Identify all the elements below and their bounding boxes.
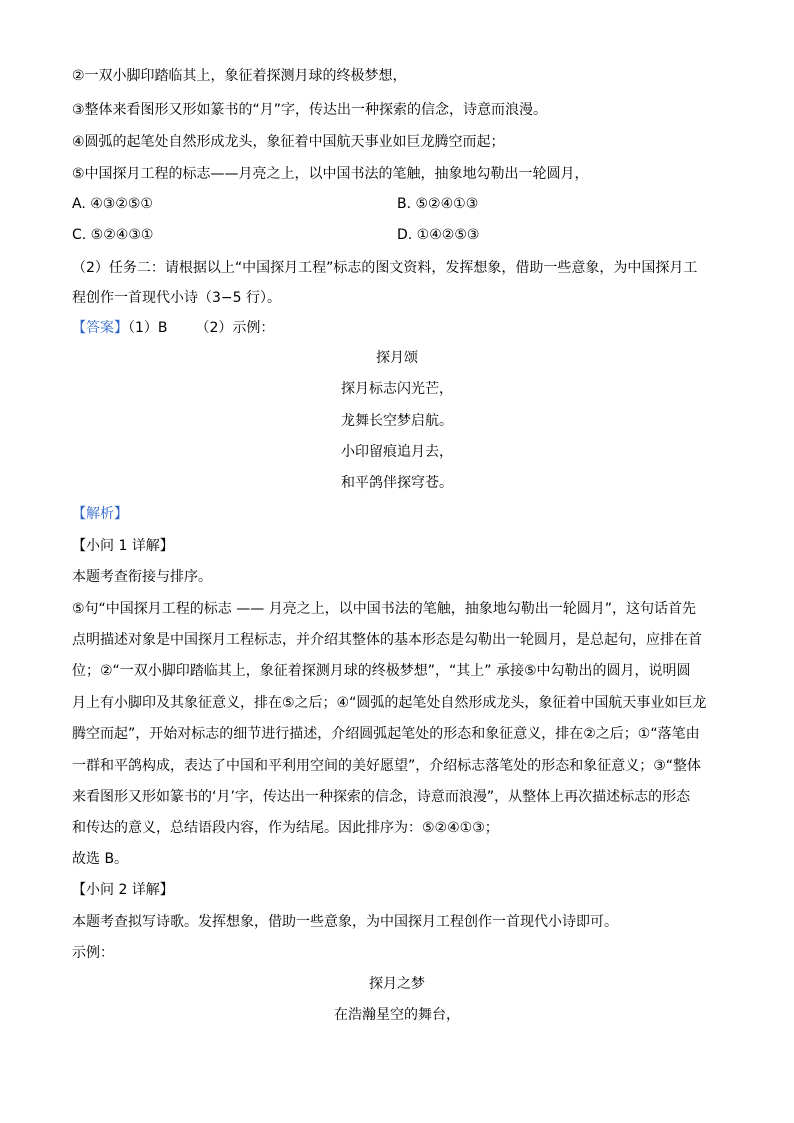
sub1-body-line-4: 月上有小脚印及其象征意义，排在⑤之后；④“圆弧的起笔处自然形成龙头，象征着中国航天事业如巨龙 — [72, 695, 707, 711]
poem2-title: 探月之梦 — [369, 976, 425, 992]
sub1-body-line-3: 位；②“一双小脚印踏临其上，象征着探测月球的终极梦想”，“其上” 承接⑤中勾勒出的圆月，说明圆 — [72, 663, 691, 679]
sub1-body-line-2: 点明描述对象是中国探月工程标志，并介绍其整体的基本形态是勾勒出一轮圆月，是总起句，应排在首 — [72, 632, 702, 648]
sub2-intro: 本题考查拟写诗歌。发挥想象，借助一些意象，为中国探月工程创作一首现代小诗即可。 — [72, 914, 618, 930]
poem1-line-2: 龙舞长空梦启航。 — [341, 413, 453, 429]
sub1-body-line-8: 和传达的意义，总结语段内容，作为结尾。因此排序为：⑤②④①③； — [72, 820, 499, 836]
option-a: A. ④③②⑤① — [72, 196, 153, 212]
sub1-body-line-6: 一群和平鸽构成，表达了中国和平利用空间的美好愿望”，介绍标志落笔处的形态和象征意义；③“整体 — [72, 758, 702, 774]
analysis-label: 【解析】 — [72, 506, 128, 522]
task2-line-1: （2）任务二：请根据以上“中国探月工程”标志的图文资料，发挥想象，借助一些意象，为中国探月工 — [72, 260, 698, 276]
answer-label: 【答案】 — [72, 320, 128, 336]
option-b: B. ⑤②④①③ — [397, 196, 479, 212]
answer-part1: （1）B — [128, 320, 168, 336]
example-label: 示例： — [72, 945, 114, 961]
sub1-intro: 本题考查衔接与排序。 — [72, 569, 212, 585]
answer-line — [72, 318, 274, 338]
sub1-body-line-1: ⑤句“中国探月工程的标志 —— 月亮之上，以中国书法的笔触，抽象地勾勒出一轮圆月”，这句话首先 — [72, 601, 696, 617]
poem1-line-1: 探月标志闪光芒， — [341, 381, 453, 397]
q1-item-4: ④圆弧的起笔处自然形成龙头，象征着中国航天事业如巨龙腾空而起； — [72, 134, 505, 150]
option-d: D. ①④②⑤③ — [397, 227, 480, 243]
task2-line-2: 程创作一首现代小诗（3−5 行）。 — [72, 290, 281, 306]
poem1-line-3: 小印留痕追月去， — [341, 444, 453, 460]
q1-item-2: ②一双小脚印踏临其上，象征着探测月球的终极梦想， — [72, 68, 407, 84]
poem2-line-1: 在浩瀚星空的舞台， — [334, 1007, 460, 1023]
sub2-label: 【小问 2 详解】 — [72, 882, 174, 898]
option-c: C. ⑤②④③① — [72, 227, 154, 243]
sub1-body-line-7: 来看图形又形如篆书的‘月’字，传达出一种探索的信念，诗意而浪漫”，从整体上再次描述标志的形态 — [72, 789, 691, 805]
poem1-line-4: 和平鸽伴探穹苍。 — [341, 475, 453, 491]
sub1-label: 【小问 1 详解】 — [72, 538, 174, 554]
sub1-body-line-5: 腾空而起”，开始对标志的细节进行描述，介绍圆弧起笔处的形态和象征意义，排在②之后；①“落笔由 — [72, 726, 700, 742]
answer-part2: （2）示例： — [195, 320, 275, 336]
q1-item-5: ⑤中国探月工程的标志——月亮之上，以中国书法的笔触，抽象地勾勒出一轮圆月， — [72, 166, 589, 182]
q1-item-3: ③整体来看图形又形如篆书的“月”字，传达出一种探索的信念，诗意而浪漫。 — [72, 102, 548, 118]
poem1-title: 探月颂 — [376, 350, 418, 366]
sub1-conclusion: 故选 B。 — [72, 851, 129, 867]
